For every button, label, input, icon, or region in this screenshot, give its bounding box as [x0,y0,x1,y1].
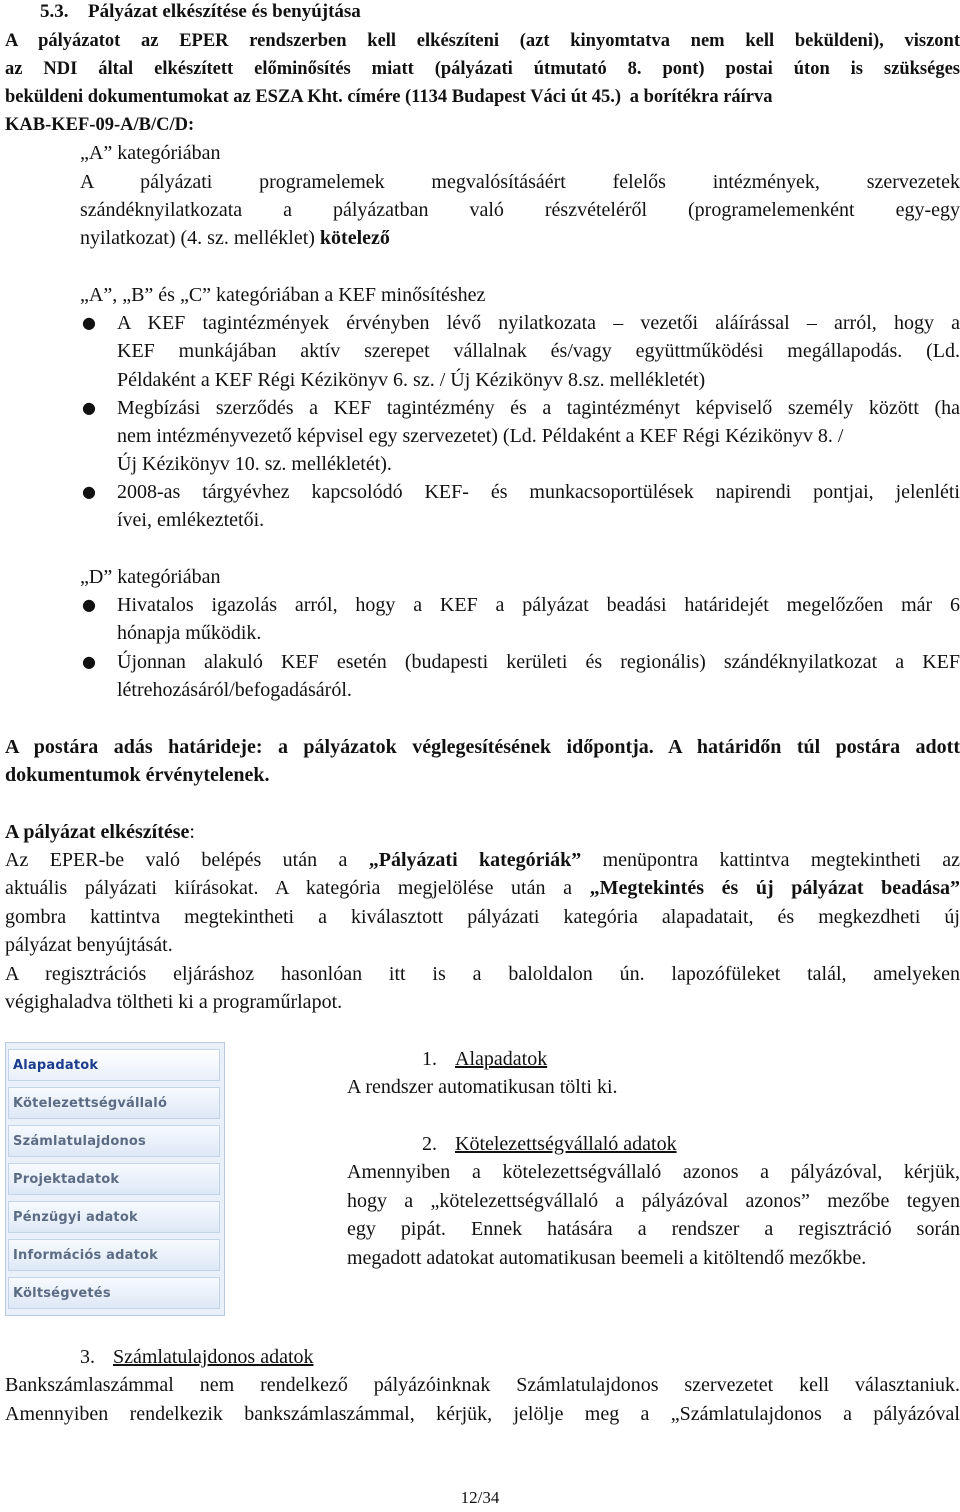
intro-address: beküldeni dokumentumokat az ESZA Kht. címére (1134 Budapest Váci út 45.) [5,87,622,107]
preparation-colon: : [189,821,195,843]
step-1-heading [422,1045,547,1073]
cat-a-line-3 [80,224,390,252]
deadline-line-1: A postára adás határideje: a pályázatok véglegesítésének időpontja. A határidőn túl postára adott [5,736,960,758]
abc-bullet-2-line-3: Új Kézikönyv 10. sz. mellékletét). [117,453,392,475]
intro-line-4: KAB-KEF-09-A/B/C/D: [5,115,195,135]
prep-text: aktuális pályázati kiírásokat. A kategória megjelölése után a [5,877,590,899]
abc-bullet-2-line-2: nem intézményvezető képvisel egy szervezetet) (Ld. Példaként a KEF Régi Kézikönyv 8. / [117,425,844,447]
step-3-number: 3. [80,1346,95,1368]
step-3-heading [80,1343,314,1371]
abc-bullet-1-line-2: KEF munkájában aktív szerepet vállalnak és/vagy együttműködési megállapodás. (Ld. [117,340,960,362]
step-2-line-3: egy pipát. Ennek hatására a rendszer a regisztráció során [347,1218,960,1240]
tab-szamlatulajdonos: Számlatulajdonos [8,1125,220,1157]
step-2-line-2: hogy a „kötelezettségvállaló a pályázóval azonos” mezőbe tegyen [347,1190,960,1212]
prep-p2-line-2: végighaladva töltheti ki a programűrlapot. [5,991,343,1013]
tab-kotelezettsegvallalo: Kötelezettségvállaló [8,1087,220,1119]
tab-informacios-adatok: Információs adatok [8,1239,220,1271]
tab-penzugyi-adatok: Pénzügyi adatok [8,1201,220,1233]
deadline-line-2: dokumentumok érvénytelenek. [5,764,270,786]
menu-name-categories: „Pályázati kategóriák” [368,849,582,871]
preparation-heading [5,818,195,846]
preparation-heading-text: A pályázat elkészítése [5,821,190,843]
tab-koltsegvetes: Költségvetés [8,1277,220,1309]
cat-a-annex: nyilatkozat) (4. sz. melléklet) [80,227,320,249]
d-bullet-2-line-1: Újonnan alakuló KEF esetén (budapesti kerületi és regionális) szándéknyilatkozat a KEF [117,651,960,673]
step-3-line-2: Amennyiben rendelkezik bankszámlaszámmal, kérjük, jelölje meg a „Számlatulajdonos a pályázóval [5,1403,960,1425]
bullet-icon: ● [82,398,96,417]
prep-p1-line-4: pályázat benyújtását. [5,934,173,956]
section-number: 5.3. [40,1,69,22]
cat-a-line-2: szándéknyilatkozata a pályázatban való részvételéről (programelemenként egy-egy [80,199,960,221]
step-2-number: 2. [422,1133,437,1155]
prep-p2-line-1: A regisztrációs eljáráshoz hasonlóan itt is a baloldalon ún. lapozófüleket talál, amelyeken [5,963,960,985]
step-2-line-1: Amennyiben a kötelezettségvállaló azonos a pályázóval, kérjük, [347,1161,960,1183]
tab-alapadatok: Alapadatok [8,1049,220,1081]
step-2-heading [422,1130,677,1158]
step-3-line-1: Bankszámlaszámmal nem rendelkező pályázóinknak Számlatulajdonos szervezetet kell választaniuk. [5,1374,960,1396]
prep-p1-line-2 [5,874,960,902]
bullet-icon: ● [82,482,96,501]
d-bullet-1-line-1: Hivatalos igazolás arról, hogy a KEF a pályázat beadási határidejét megelőzően már 6 [117,594,960,616]
intro-envelope-note: a borítékra ráírva [625,87,773,107]
d-bullet-2-line-2: létrehozásáról/befogadásáról. [117,679,352,701]
tab-panel-screenshot [5,1042,225,1316]
bullet-icon: ● [82,595,96,614]
cat-d-heading: „D” kategóriában [80,566,221,588]
tab-projektadatok: Projektadatok [8,1163,220,1195]
step-1-title: Alapadatok [455,1048,548,1070]
prep-p1-line-1 [5,846,960,874]
step-3-title: Számlatulajdonos adatok [113,1346,314,1368]
d-bullet-1-line-2: hónapja működik. [117,622,262,644]
button-name-view-submit: „Megtekintés és új pályázat beadása” [589,877,960,899]
abc-bullet-1-line-1: A KEF tagintézmények érvényben lévő nyilatkozata – vezetői aláírással – arról, hogy a [117,312,960,334]
prep-p1-line-3: gombra kattintva megtekintheti a kiválasztott pályázati kategória alapadatait, és megkezdheti új [5,906,960,928]
abc-bullet-3-line-2: ívei, emlékeztetői. [117,509,265,531]
bullet-icon: ● [82,652,96,671]
section-title: Pályázat elkészítése és benyújtása [88,1,361,22]
abc-bullet-1-line-3: Példaként a KEF Régi Kézikönyv 6. sz. / Új Kézikönyv 8.sz. mellékletét) [117,369,706,391]
bullet-icon: ● [82,313,96,332]
step-2-line-4: megadott adatokat automatikusan beemeli a kitöltendő mezőkbe. [347,1247,867,1269]
step-1-number: 1. [422,1048,437,1070]
prep-text: menüpontra kattintva megtekintheti az [581,849,960,871]
abc-bullet-2-line-1: Megbízási szerződés a KEF tagintézmény és a tagintézményt képviselő személy között (ha [117,397,960,419]
intro-line-3 [5,83,773,111]
prep-text: Az EPER-be való belépés után a [5,849,369,871]
cat-a-mandatory: kötelező [319,227,390,249]
intro-line-2: az NDI által elkészített előminősítés miatt (pályázati útmutató 8. pont) postai úton is szükséges [5,59,960,79]
page-number: 12/34 [460,1488,500,1507]
section-heading [40,0,361,26]
intro-line-1: A pályázatot az EPER rendszerben kell elkészíteni (azt kinyomtatva nem kell beküldeni), viszont [5,31,960,51]
step-2-title: Kötelezettségvállaló adatok [455,1133,677,1155]
step-1-text: A rendszer automatikusan tölti ki. [347,1076,618,1098]
abc-bullet-3-line-1: 2008-as tárgyévhez kapcsolódó KEF- és munkacsoportülések napirendi pontjai, jelenléti [117,481,960,503]
cat-a-heading: „A” kategóriában [80,142,221,164]
cat-a-line-1: A pályázati programelemek megvalósításáért felelős intézmények, szervezetek [80,171,960,193]
cat-abc-heading: „A”, „B” és „C” kategóriában a KEF minősítéshez [80,284,486,306]
